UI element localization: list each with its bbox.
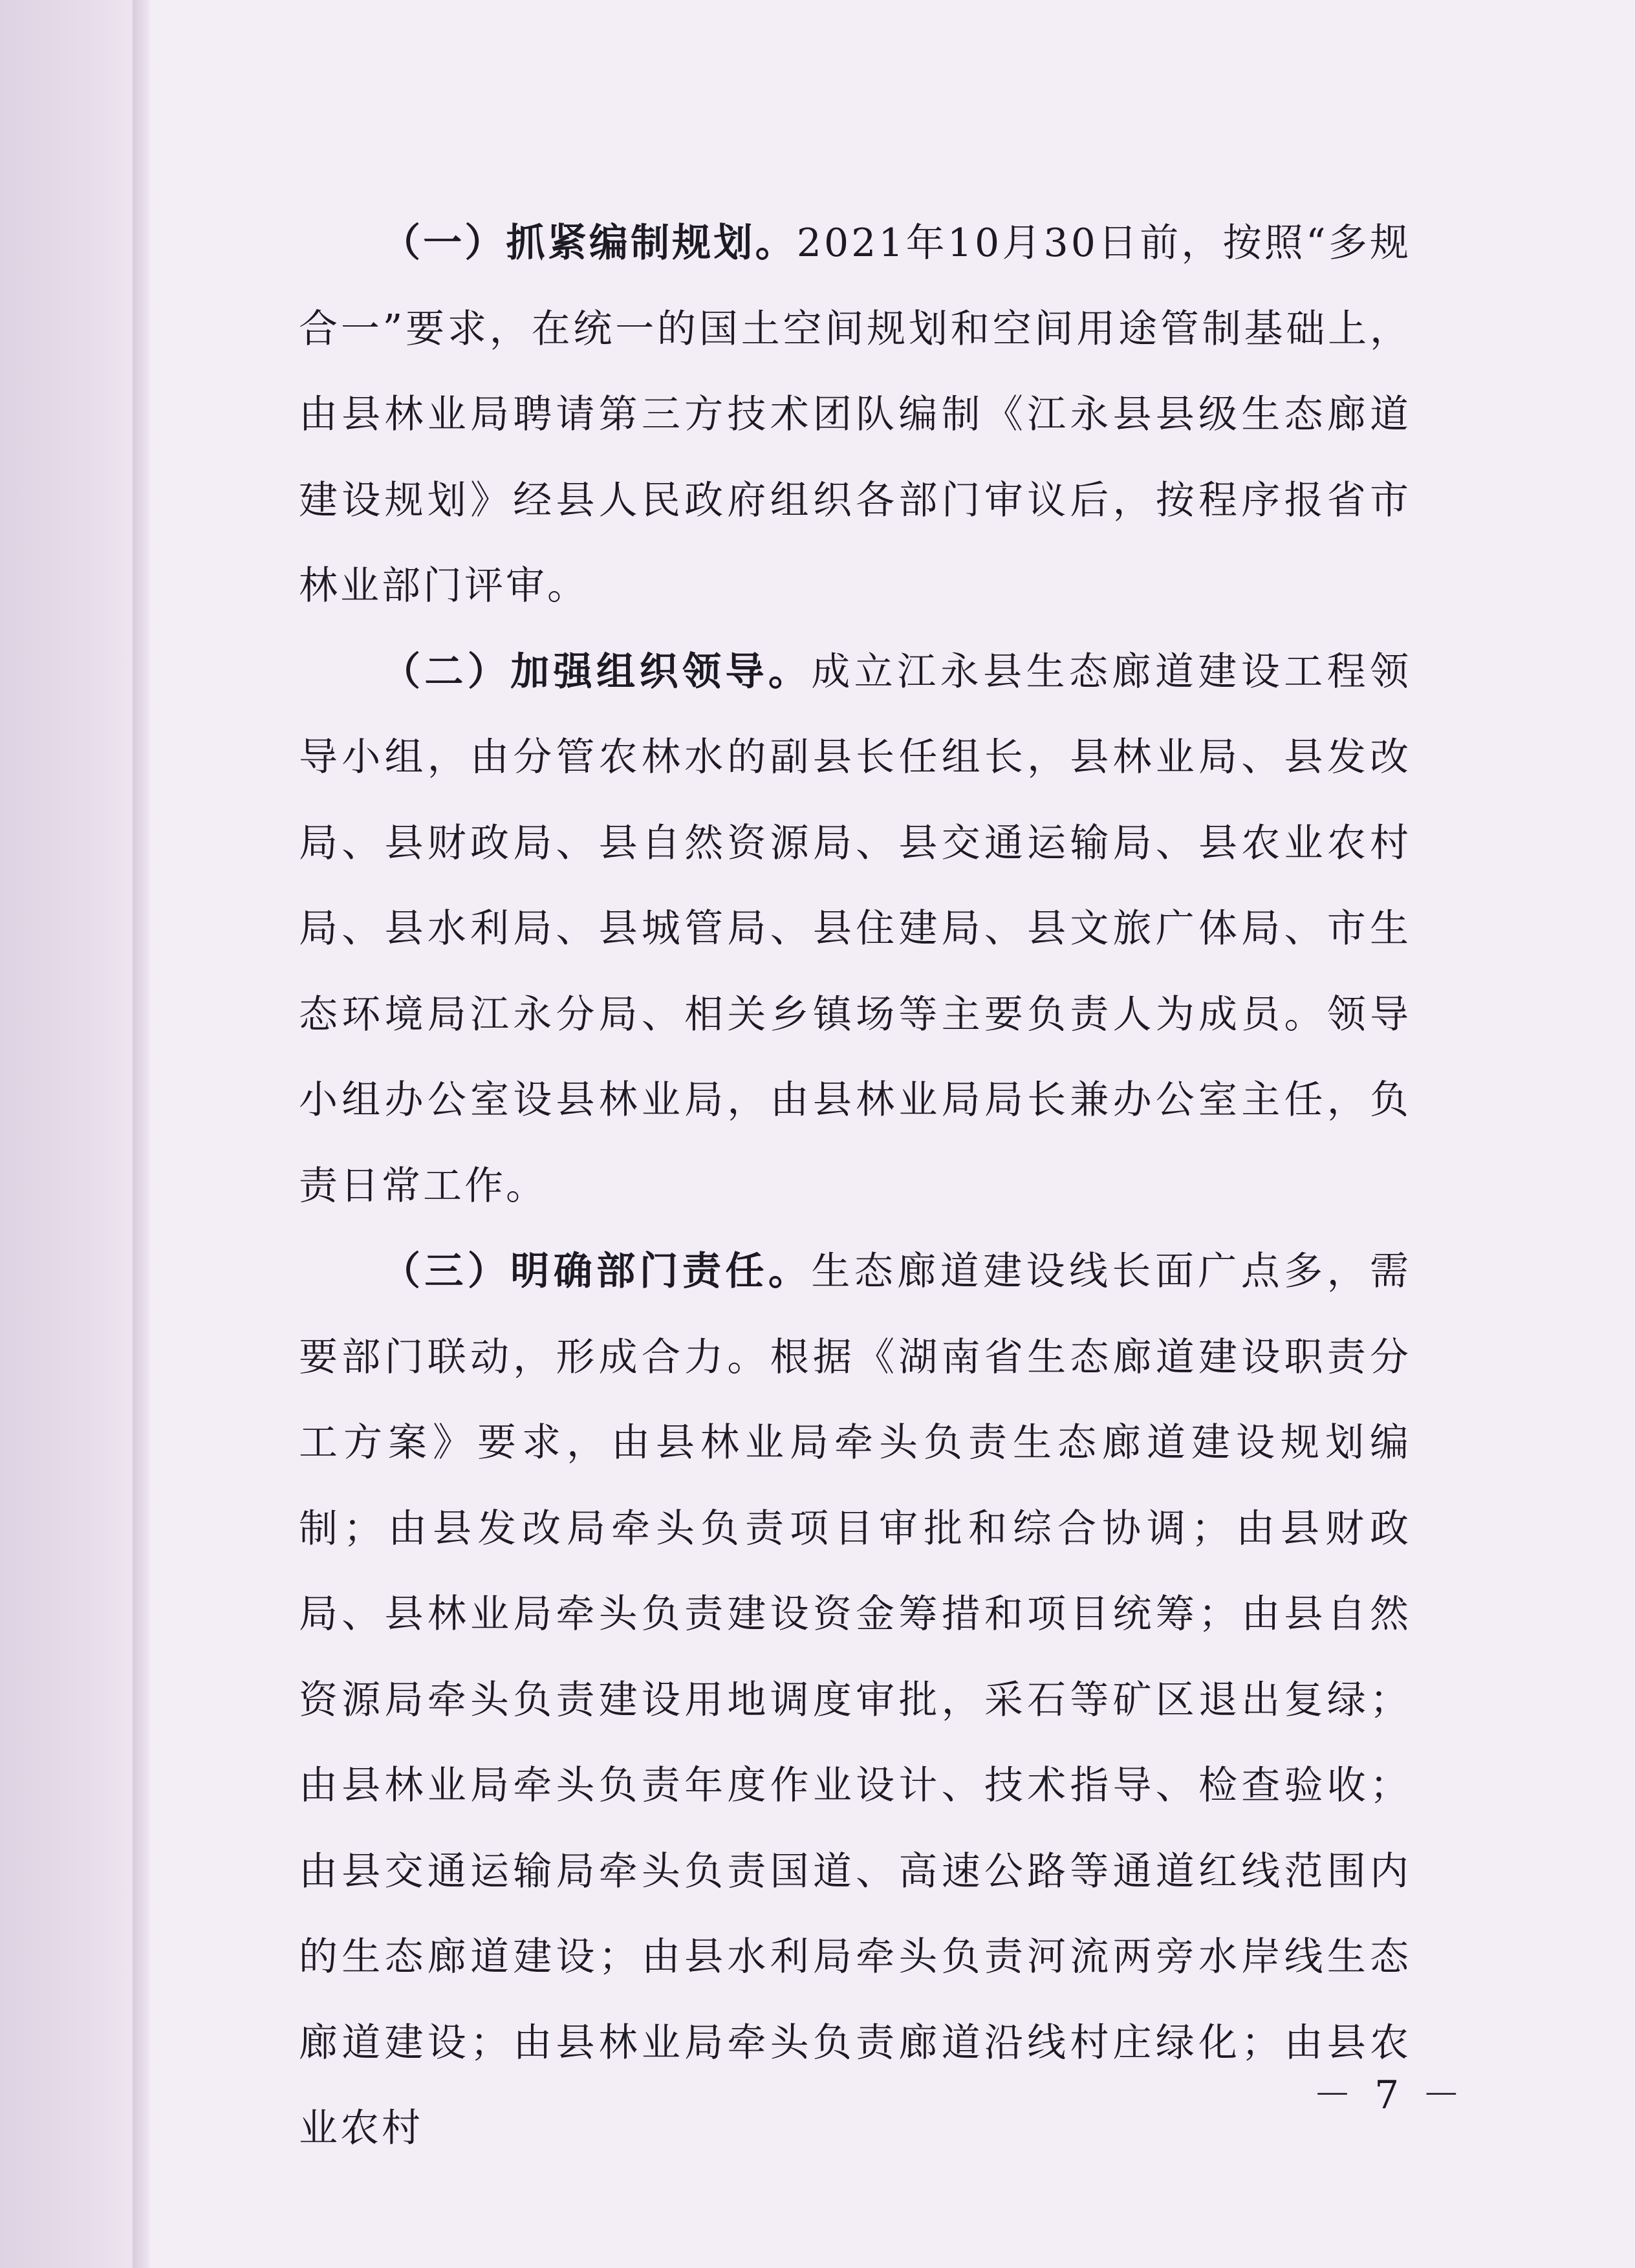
paragraph-1 (299, 200, 1411, 629)
paper-edge (133, 0, 151, 2268)
section-heading-2: （二）加强组织领导。 (382, 649, 812, 695)
page-number: － 7 － (1313, 2073, 1466, 2118)
document-body (299, 200, 1411, 2172)
paragraph-1-text: 2021年10月30日前，按照“多规合一”要求，在统一的国土空间规划和空间用途管制基础上，由县林业局聘请第三方技术团队编制《江永县县级生态廊道建设规划》经县人民政府组织各部门审议后，按程序报省市林业部门评审。 (299, 221, 1412, 609)
paragraph-2-text: 成立江永县生态廊道建设工程领导小组，由分管农林水的副县长任组长，县林业局、县发改局、县财政局、县自然资源局、县交通运输局、县农业农村局、县水利局、县城管局、县住建局、县文旅广体局、市生态环境局江永分局、相关乡镇场等主要负责人为成员。领导小组办公室设县林业局，由县林业局局长兼办公室主任，负责日常工作。 (299, 649, 1412, 1209)
paragraph-3 (299, 1229, 1411, 2172)
section-heading-1: （一）抓紧编制规划。 (382, 221, 797, 266)
paragraph-3-text: 生态廊道建设线长面广点多，需要部门联动，形成合力。根据《湖南省生态廊道建设职责分工方案》要求，由县林业局牵头负责生态廊道建设规划编制；由县发改局牵头负责项目审批和综合协调；由县财政局、县林业局牵头负责建设资金筹措和项目统筹；由县自然资源局牵头负责建设用地调度审批，采石等矿区退出复绿；由县林业局牵头负责年度作业设计、技术指导、检查验收；由县交通运输局牵头负责国道、高速公路等通道红线范围内的生态廊道建设；由县水利局牵头负责河流两旁水岸线生态廊道建设；由县林业局牵头负责廊道沿线村庄绿化；由县农业农村 (299, 1249, 1412, 2151)
section-heading-3: （三）明确部门责任。 (382, 1249, 812, 1294)
scan-shadow (0, 0, 149, 2268)
paragraph-2 (299, 629, 1411, 1229)
